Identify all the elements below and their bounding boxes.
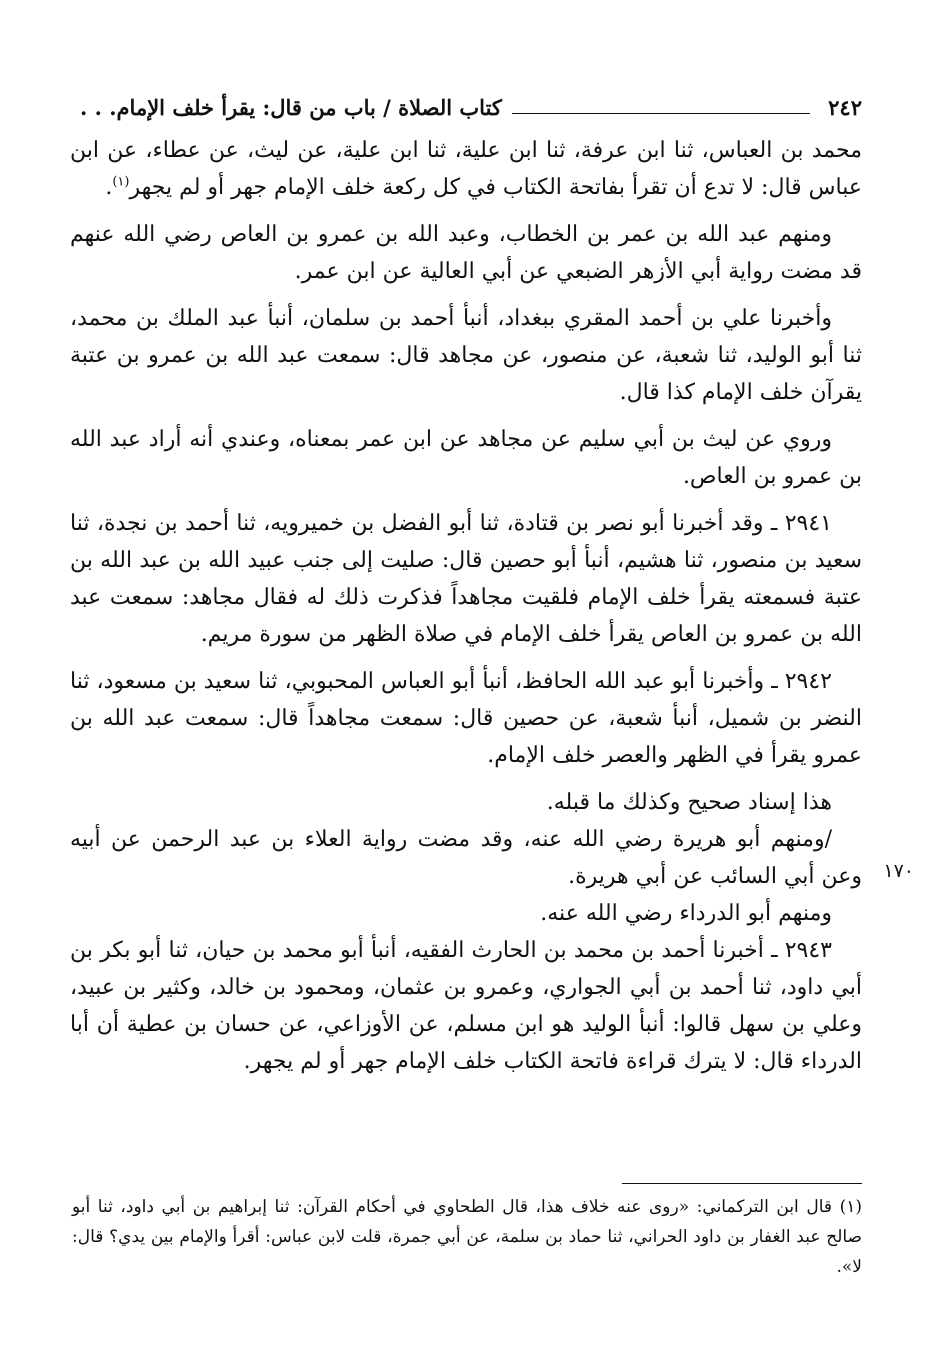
footnote-rule (622, 1183, 862, 1184)
paragraph-1-text: محمد بن العباس، ثنا ابن عرفة، ثنا ابن علية، ثنا ابن علية، عن ليث، عن عطاء، عن ابن عباس قال: لا تدع أن تقرأ بفاتحة الكتاب في كل ركعة خلف الإمام جهر أو لم يجهر (70, 138, 862, 200)
running-title: كتاب الصلاة / باب من قال: يقرأ خلف الإمام. . . (80, 95, 502, 120)
page-number: ٢٤٢ (828, 95, 862, 120)
paragraph-9: ومنهم أبو الدرداء رضي الله عنه. (540, 901, 832, 926)
footnote-ref-1[interactable]: (١) (112, 174, 130, 190)
footnotes (72, 1192, 862, 1282)
header-rule (512, 113, 810, 114)
running-header (80, 80, 862, 120)
hadith-2942: ٢٩٤٢ ـ وأخبرنا أبو عبد الله الحافظ، أنبأ أبو العباس المحبوبي، ثنا سعيد بن مسعود، ثنا النضر بن شميل، أنبأ شعبة، عن حصين قال: سمعت مجاهداً قال: سمعت عبد الله بن عمرو يقرأ في الظهر والعصر خلف الإمام. (70, 669, 862, 768)
main-text (70, 132, 862, 1090)
paragraph-1-end: . (105, 175, 113, 200)
paragraph-7: هذا إسناد صحيح وكذلك ما قبله. (546, 790, 832, 815)
footnote-1: (١) قال ابن التركماني: «روى عنه خلاف هذا، قال الطحاوي في أحكام القرآن: ثنا إبراهيم بن أبي داود، ثنا أبو صالح عبد الغفار بن داود الحراني، ثنا حماد بن سلمة، عن أبي جمرة، قلت لابن عباس: أقرأ والإمام بين يدي؟ قال: لا». (72, 1197, 862, 1277)
paragraph-3: وأخبرنا علي بن أحمد المقري ببغداد، أنبأ أحمد بن سلمان، أنبأ عبد الملك بن محمد، ثنا أبو الوليد، ثنا شعبة، عن منصور، عن مجاهد قال: سمعت عبد الله بن عمرو بن عتبة يقرآن خلف الإمام كذا قال. (70, 306, 862, 405)
paragraph-4: وروي عن ليث بن أبي سليم عن مجاهد عن ابن عمر بمعناه، وعندي أنه أراد عبد الله بن عمرو بن العاص. (70, 427, 862, 489)
paragraph-1 (70, 132, 862, 206)
hadith-2941: ٢٩٤١ ـ وقد أخبرنا أبو نصر بن قتادة، ثنا أبو الفضل بن خميرويه، ثنا أحمد بن نجدة، ثنا سعيد بن منصور، ثنا هشيم، أنبأ أبو حصين قال: صليت إلى جنب عبيد الله بن عبد الله بن عتبة فسمعته يقرأ خلف الإمام فلقيت مجاهداً فذكرت ذلك له فقال مجاهد: سمعت عبد الله بن عمرو بن العاص يقرأ خلف الإمام في صلاة الظهر من سورة مريم. (70, 511, 862, 647)
paragraph-2: ومنهم عبد الله بن عمر بن الخطاب، وعبد الله بن عمرو بن العاص رضي الله عنهم قد مضت رواية أبي الأزهر الضبعي عن أبي العالية عن ابن عمر. (70, 222, 862, 284)
margin-folio-number: ١٧٠ (883, 860, 914, 882)
paragraph-8: /ومنهم أبو هريرة رضي الله عنه، وقد مضت رواية العلاء بن عبد الرحمن عن أبيه وعن أبي السائب عن أبي هريرة. (70, 827, 862, 889)
hadith-2943: ٢٩٤٣ ـ أخبرنا أحمد بن محمد بن الحارث الفقيه، أنبأ أبو محمد بن حيان، ثنا أبو بكر بن أبي داود، ثنا أحمد بن أبي الجواري، وعمرو بن عثمان، ومحمود بن خالد، وكثير بن عبيد، وعلي بن سهل قالوا: أنبأ الوليد هو ابن مسلم، عن الأوزاعي، عن حسان بن عطية أن أبا الدرداء قال: لا يترك قراءة فاتحة الكتاب خلف الإمام جهر أو لم يجهر. (70, 938, 862, 1074)
